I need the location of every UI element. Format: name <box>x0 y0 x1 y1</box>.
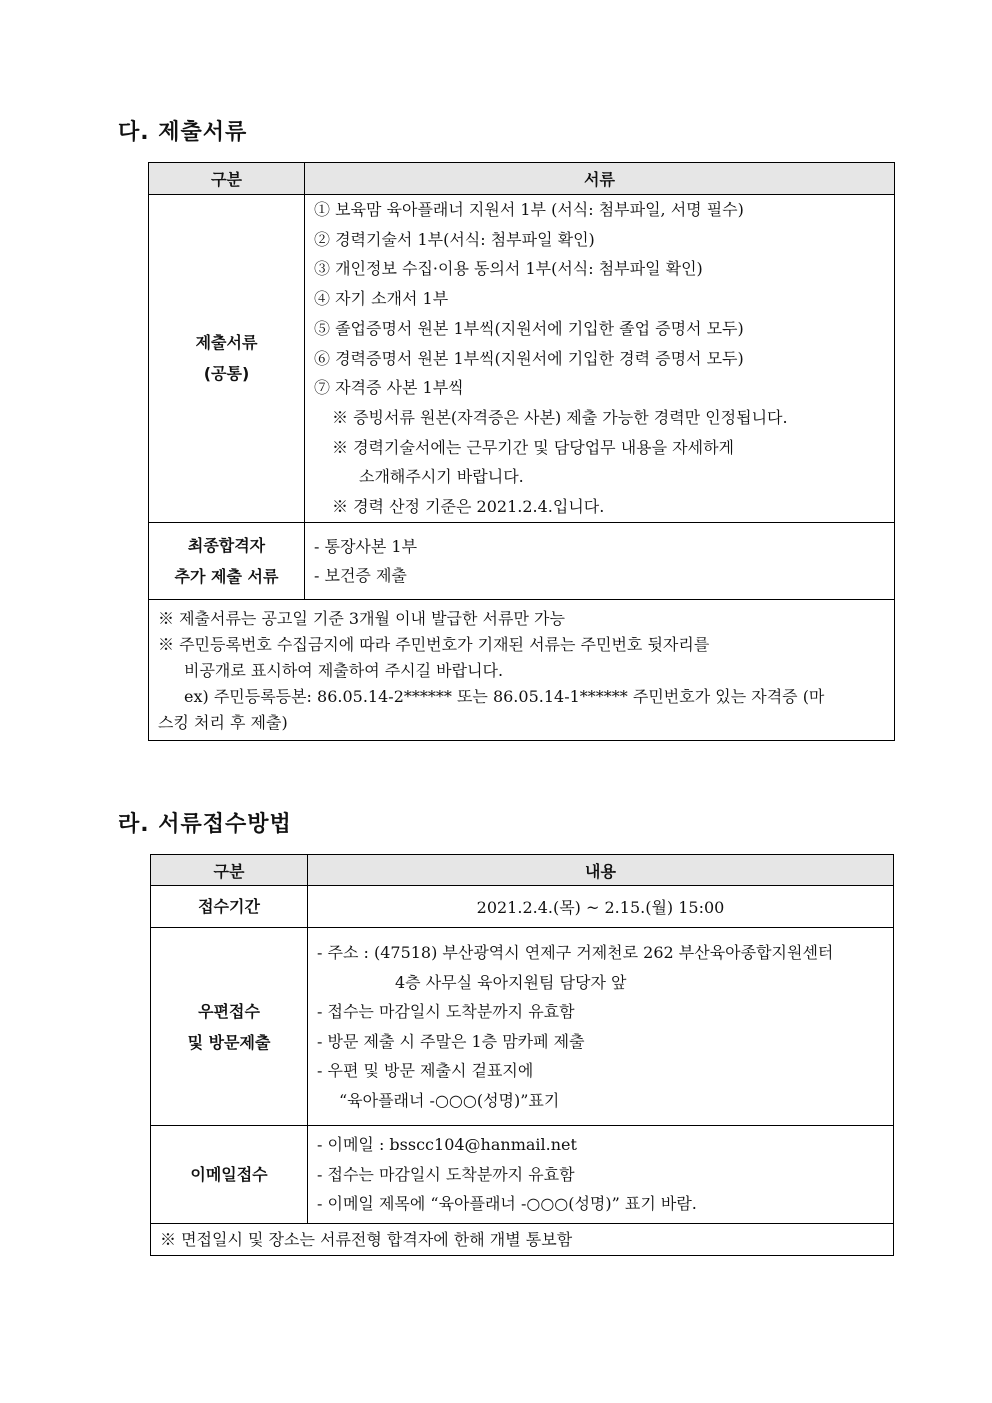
common-documents-list <box>305 195 895 523</box>
header-category: 구분 <box>149 163 305 195</box>
period-label: 접수기간 <box>151 886 308 928</box>
email-label: 이메일접수 <box>151 1126 308 1224</box>
submission-footnote: ※ 면접일시 및 장소는 서류전형 합격자에 한해 개별 통보함 <box>151 1224 894 1256</box>
documents-footnote: ※ 제출서류는 공고일 기준 3개월 이내 발급한 서류만 가능 ※ 주민등록번호 수집금지에 따라 주민번호가 기재된 서류는 주민번호 뒷자리를 비공개로 표시하여 제출하여 주시길 바랍니다. ex) 주민등록등본: 86.05.14-2****** 또는 86.05.14-1****** 주민번호가 있는 자격증 (마 스킹 처리 후 제출) <box>149 599 895 740</box>
list-item: ② 경력기술서 1부(서식: 첨부파일 확인) <box>314 229 595 249</box>
period-value: 2021.2.4.(목) ~ 2.15.(월) 15:00 <box>308 886 894 928</box>
header-category: 구분 <box>151 855 308 886</box>
final-documents-list <box>305 522 895 599</box>
list-item: ⑤ 졸업증명서 원본 1부씩(지원서에 기입한 졸업 증명서 모두) <box>314 318 744 338</box>
list-item: ⑥ 경력증명서 원본 1부씩(지원서에 기입한 경력 증명서 모두) <box>314 348 744 368</box>
section-title-documents: 다. 제출서류 <box>118 120 248 145</box>
post-visit-label: 우편접수 및 방문제출 <box>151 928 308 1126</box>
header-documents: 서류 <box>305 163 895 195</box>
final-documents-label: 최종합격자 추가 제출 서류 <box>149 522 305 599</box>
documents-table <box>148 162 895 741</box>
note-item: 소개해주시기 바랍니다. <box>359 467 524 487</box>
note-item: ※ 증빙서류 원본(자격증은 사본) 제출 가능한 경력만 인정됩니다. <box>332 407 788 427</box>
post-visit-content: - 주소 : (47518) 부산광역시 연제구 거제천로 262 부산육아종합지원센터 4층 사무실 육아지원팀 담당자 앞 - 접수는 마감일시 도착분까지 유효함 - 방문 제출 시 주말은 1층 맘카페 제출 - 우편 및 방문 제출시 겉표지에 “육아플래너 -○○○(성명)”표기 <box>308 928 894 1126</box>
header-content: 내용 <box>308 855 894 886</box>
list-item: ③ 개인정보 수집·이용 동의서 1부(서식: 첨부파일 확인) <box>314 259 703 279</box>
common-documents-label: 제출서류 (공통) <box>149 195 305 523</box>
note-item: ※ 경력 산정 기준은 2021.2.4.입니다. <box>332 497 605 517</box>
list-item: - 통장사본 1부 <box>314 536 418 556</box>
section-title-submission-method: 라. 서류접수방법 <box>118 812 292 837</box>
email-content: - 이메일 : bsscc104@hanmail.net - 접수는 마감일시 도착분까지 유효함 - 이메일 제목에 “육아플래너 -○○○(성명)” 표기 바람. <box>308 1126 894 1224</box>
list-item: ⑦ 자격증 사본 1부씩 <box>314 378 464 398</box>
list-item: ④ 자기 소개서 1부 <box>314 289 449 309</box>
list-item: - 보건증 제출 <box>314 565 407 585</box>
note-item: ※ 경력기술서에는 근무기간 및 담당업무 내용을 자세하게 <box>332 437 735 457</box>
list-item: ① 보육맘 육아플래너 지원서 1부 (서식: 첨부파일, 서명 필수) <box>314 200 744 219</box>
submission-method-table <box>150 854 894 1256</box>
